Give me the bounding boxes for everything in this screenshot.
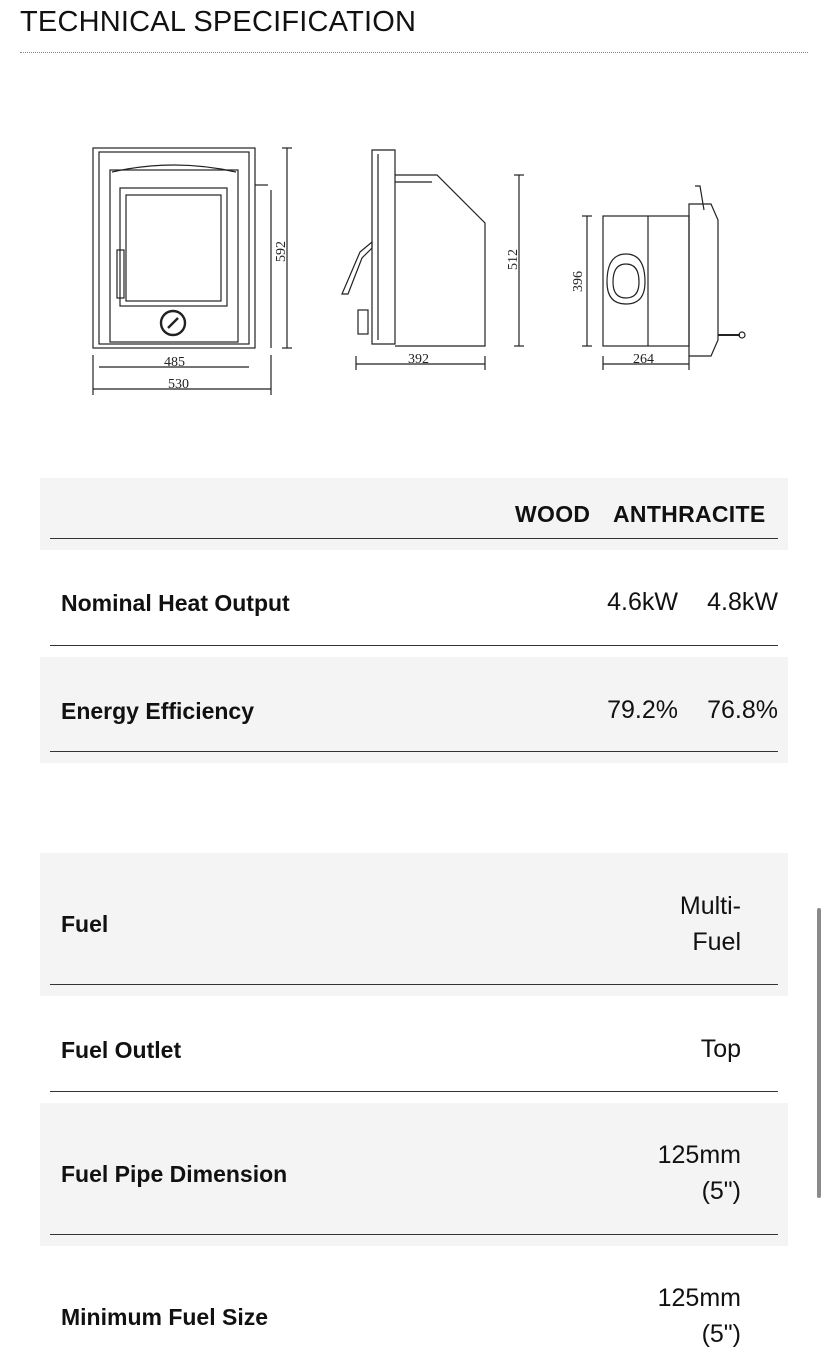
vertical-scrollbar[interactable] bbox=[817, 908, 821, 1198]
row-divider bbox=[50, 984, 778, 985]
row-label: Fuel Outlet bbox=[61, 1037, 182, 1063]
row-label: Nominal Heat Output bbox=[61, 590, 290, 616]
table-row bbox=[40, 853, 788, 996]
wood-value: 79.2% bbox=[607, 696, 678, 724]
page-title: TECHNICAL SPECIFICATION bbox=[20, 6, 417, 38]
row-divider bbox=[50, 751, 778, 752]
title-divider bbox=[20, 52, 808, 53]
table-row bbox=[40, 1246, 788, 1370]
row-value-line2: Fuel bbox=[692, 928, 741, 956]
row-label: Fuel bbox=[61, 911, 109, 937]
row-divider bbox=[50, 1091, 778, 1092]
row-value-line1: 125mm bbox=[657, 1141, 741, 1169]
front-view-drawing bbox=[93, 148, 292, 395]
stove-dimension-drawings bbox=[0, 130, 828, 410]
top-depth-label: 264 bbox=[633, 352, 654, 367]
column-header-wood: WOOD bbox=[515, 501, 591, 527]
row-value-line2: (5") bbox=[701, 1320, 741, 1348]
row-value-line1: 125mm bbox=[657, 1284, 741, 1312]
top-width-label: 396 bbox=[571, 271, 586, 292]
table-row bbox=[40, 1103, 788, 1246]
output-table-header bbox=[40, 478, 788, 550]
anthracite-value: 76.8% bbox=[707, 696, 778, 724]
spec-table bbox=[40, 853, 788, 1370]
output-table bbox=[40, 478, 788, 763]
row-value: Top bbox=[700, 1035, 741, 1063]
side-depth-label: 392 bbox=[408, 352, 429, 367]
side-view-drawing bbox=[342, 150, 524, 370]
row-label: Minimum Fuel Size bbox=[61, 1304, 269, 1330]
column-header-anthracite: ANTHRACITE bbox=[613, 501, 766, 527]
row-divider bbox=[50, 1234, 778, 1235]
table-row bbox=[40, 657, 788, 763]
row-divider bbox=[50, 645, 778, 646]
table-row bbox=[40, 550, 788, 657]
wood-value: 4.6kW bbox=[607, 588, 678, 616]
row-label: Fuel Pipe Dimension bbox=[61, 1161, 288, 1187]
row-label: Energy Efficiency bbox=[61, 698, 255, 724]
top-view-drawing bbox=[582, 186, 745, 370]
table-row bbox=[40, 996, 788, 1103]
row-divider bbox=[50, 538, 778, 539]
front-outer-width-label: 530 bbox=[168, 377, 189, 392]
side-height-label: 512 bbox=[506, 249, 521, 270]
row-value-line2: (5") bbox=[701, 1177, 741, 1205]
row-value-line1: Multi- bbox=[679, 892, 741, 920]
anthracite-value: 4.8kW bbox=[707, 588, 778, 616]
front-height-label: 592 bbox=[274, 241, 289, 262]
front-inner-width-label: 485 bbox=[164, 355, 185, 370]
